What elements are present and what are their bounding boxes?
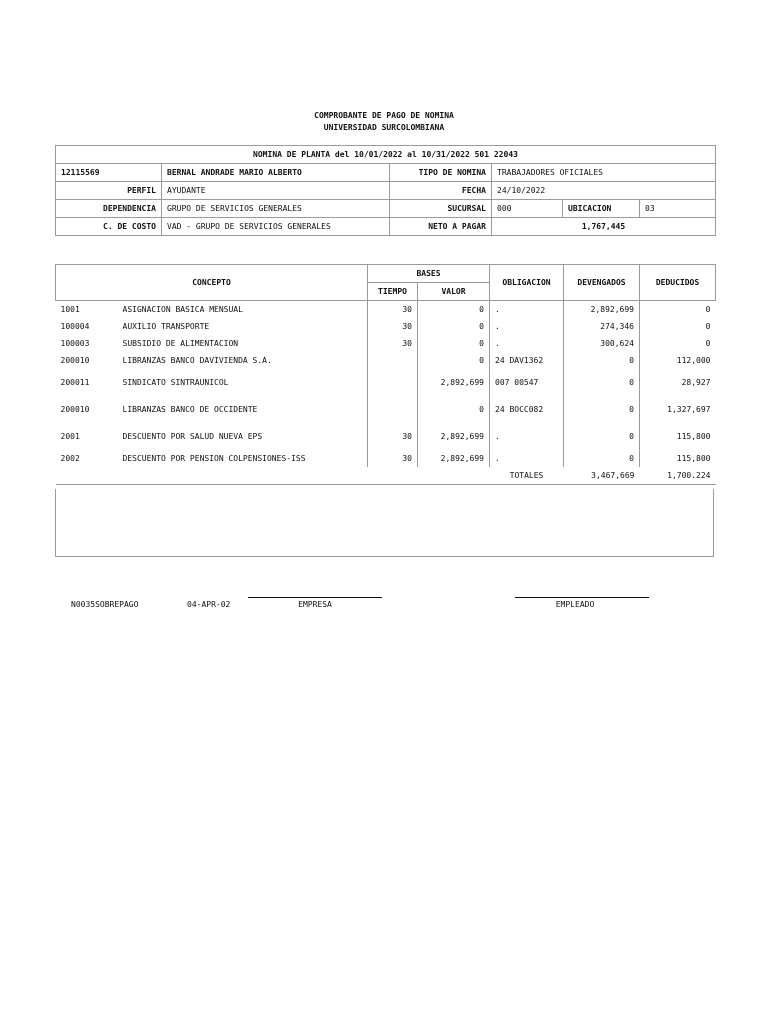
- table-row: [56, 423, 716, 450]
- total-devengados: 3,467,669: [564, 467, 640, 485]
- row-devengados: 0: [564, 450, 640, 467]
- row-code: 200011: [60, 378, 90, 387]
- payroll-period: NOMINA DE PLANTA del 10/01/2022 al 10/31/2022 501 22043: [56, 146, 716, 164]
- row-code: 1001: [60, 305, 80, 314]
- row-tiempo: 30: [368, 301, 418, 319]
- row-obligacion: .: [490, 301, 564, 319]
- sucursal-value: 000: [492, 200, 563, 218]
- row-valor: 0: [418, 301, 490, 319]
- row-obligacion: .: [490, 423, 564, 450]
- row-desc: LIBRANZAS BANCO DE OCCIDENTE: [122, 405, 258, 414]
- dependencia-label: DEPENDENCIA: [56, 200, 162, 218]
- footer-date: 04-APR-02: [187, 600, 231, 609]
- row-desc: AUXILIO TRANSPORTE: [122, 322, 210, 331]
- employee-info-table: [55, 145, 716, 236]
- header-bases: BASES: [368, 265, 490, 283]
- header-deducidos: DEDUCIDOS: [640, 265, 716, 301]
- row-deducidos: 1,327,697: [640, 396, 716, 423]
- row-deducidos: 0: [640, 318, 716, 335]
- row-obligacion: 24 DAV1362: [490, 352, 564, 369]
- row-code: 2002: [60, 454, 80, 463]
- costo-label: C. DE COSTO: [56, 218, 162, 236]
- row-code: 100003: [60, 339, 90, 348]
- row-valor: 0: [418, 318, 490, 335]
- table-row: [56, 318, 716, 335]
- table-row: [56, 335, 716, 352]
- row-obligacion: .: [490, 335, 564, 352]
- ubicacion-value: 03: [640, 200, 716, 218]
- row-desc: SUBSIDIO DE ALIMENTACION: [122, 339, 239, 348]
- tipo-nomina-label: TIPO DE NOMINA: [390, 164, 492, 182]
- row-obligacion: 24 BOCC082: [490, 396, 564, 423]
- row-tiempo: 30: [368, 318, 418, 335]
- row-devengados: 300,624: [564, 335, 640, 352]
- employee-id: 12115569: [56, 164, 162, 182]
- empleado-signature-line: [515, 597, 649, 598]
- row-valor: 0: [418, 335, 490, 352]
- row-devengados: 0: [564, 396, 640, 423]
- row-code: 2001: [60, 432, 80, 441]
- row-valor: 2,892,699: [418, 423, 490, 450]
- row-valor: 2,892,699: [418, 369, 490, 396]
- totals-label: TOTALES: [490, 467, 564, 485]
- header-tiempo: TIEMPO: [368, 283, 418, 301]
- row-tiempo: [368, 352, 418, 369]
- concepts-table: [55, 264, 716, 485]
- totals-row: [56, 467, 716, 485]
- row-deducidos: 0: [640, 301, 716, 319]
- row-tiempo: 30: [368, 450, 418, 467]
- header-concepto: CONCEPTO: [56, 265, 368, 301]
- perfil-label: PERFIL: [56, 182, 162, 200]
- document-title: COMPROBANTE DE PAGO DE NOMINA: [314, 111, 454, 120]
- dependencia-value: GRUPO DE SERVICIOS GENERALES: [162, 200, 390, 218]
- row-tiempo: [368, 396, 418, 423]
- row-valor: 0: [418, 352, 490, 369]
- perfil-value: AYUDANTE: [162, 182, 390, 200]
- empresa-label: EMPRESA: [298, 600, 332, 609]
- table-row: [56, 352, 716, 369]
- row-valor: 2,892,699: [418, 450, 490, 467]
- header-obligacion: OBLIGACION: [490, 265, 564, 301]
- tipo-nomina-value: TRABAJADORES OFICIALES: [492, 164, 716, 182]
- costo-value: VAD - GRUPO DE SERVICIOS GENERALES: [162, 218, 390, 236]
- document-subtitle: UNIVERSIDAD SURCOLOMBIANA: [323, 123, 445, 132]
- row-code: 200010: [60, 356, 90, 365]
- row-devengados: 0: [564, 423, 640, 450]
- total-deducidos: 1,700.224: [640, 467, 716, 485]
- table-row: [56, 396, 716, 423]
- row-tiempo: [368, 369, 418, 396]
- row-tiempo: 30: [368, 335, 418, 352]
- row-desc: DESCUENTO POR PENSION COLPENSIONES-ISS: [122, 454, 306, 463]
- table-row: [56, 450, 716, 467]
- sucursal-label: SUCURSAL: [390, 200, 492, 218]
- row-obligacion: .: [490, 318, 564, 335]
- row-desc: SINDICATO SINTRAUNICOL: [122, 378, 229, 387]
- row-devengados: 0: [564, 369, 640, 396]
- neto-value: 1,767,445: [492, 218, 716, 236]
- table-row: [56, 369, 716, 396]
- row-desc: DESCUENTO POR SALUD NUEVA EPS: [122, 432, 263, 441]
- fecha-value: 24/10/2022: [492, 182, 716, 200]
- row-tiempo: 30: [368, 423, 418, 450]
- header-valor: VALOR: [418, 283, 490, 301]
- employee-name: BERNAL ANDRADE MARIO ALBERTO: [162, 164, 390, 182]
- row-deducidos: 0: [640, 335, 716, 352]
- row-devengados: 274,346: [564, 318, 640, 335]
- table-row: [56, 301, 716, 319]
- header-devengados: DEVENGADOS: [564, 265, 640, 301]
- neto-label: NETO A PAGAR: [390, 218, 492, 236]
- row-desc: LIBRANZAS BANCO DAVIVIENDA S.A.: [122, 356, 272, 365]
- footer-code: N0035SOBREPAGO: [71, 600, 139, 609]
- row-obligacion: 007 00547: [490, 369, 564, 396]
- row-deducidos: 115,800: [640, 423, 716, 450]
- empresa-signature-line: [248, 597, 382, 598]
- row-code: 200010: [60, 405, 90, 414]
- row-devengados: 2,892,699: [564, 301, 640, 319]
- empleado-label: EMPLEADO: [555, 600, 595, 609]
- row-deducidos: 115,800: [640, 450, 716, 467]
- row-code: 100004: [60, 322, 90, 331]
- row-devengados: 0: [564, 352, 640, 369]
- observations-box: [55, 489, 714, 557]
- fecha-label: FECHA: [390, 182, 492, 200]
- row-deducidos: 112,000: [640, 352, 716, 369]
- row-desc: ASIGNACION BASICA MENSUAL: [122, 305, 243, 314]
- row-deducidos: 28,927: [640, 369, 716, 396]
- ubicacion-label: UBICACION: [563, 200, 640, 218]
- row-obligacion: .: [490, 450, 564, 467]
- row-valor: 0: [418, 396, 490, 423]
